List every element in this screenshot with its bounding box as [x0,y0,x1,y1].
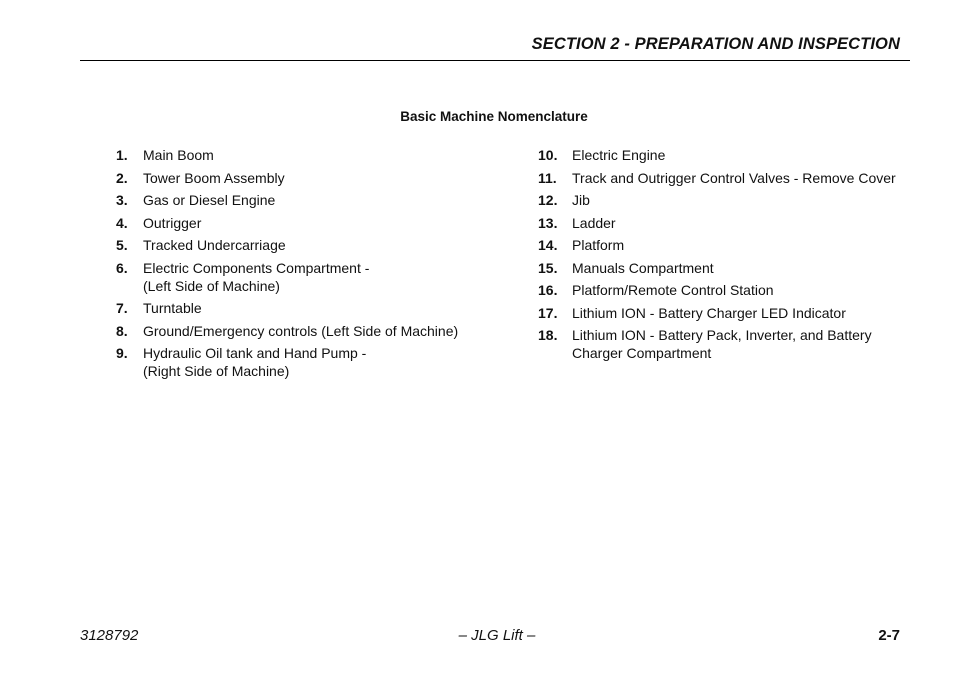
item-text: Jib [572,192,590,208]
item-text: Platform/Remote Control Station [572,282,774,298]
list-item [538,304,896,322]
figure-title: Basic Machine Nomenclature [400,109,588,124]
item-text: Lithium ION - Battery Pack, Inverter, and Battery Charger Compartment [572,327,872,361]
item-text: Track and Outrigger Control Valves - Remove Cover [572,169,896,186]
list-item [116,344,458,380]
item-number: 17. [538,304,558,321]
list-item [538,214,896,232]
item-number: 7. [116,300,128,316]
item-number: 9. [116,345,128,361]
list-item [538,259,896,277]
item-number: 18. [538,327,558,343]
item-number: 15. [538,259,558,276]
header-divider [80,60,910,61]
list-item [116,259,458,295]
item-text: Tracked Undercarriage [143,237,286,253]
item-number: 8. [116,322,128,339]
item-text: Outrigger [143,214,202,231]
item-text: Gas or Diesel Engine [143,192,276,208]
list-item [116,191,458,209]
item-text: Manuals Compartment [572,259,714,276]
item-number: 6. [116,259,128,276]
item-number: 16. [538,282,558,298]
item-number: 10. [538,147,558,163]
item-text: Ground/Emergency controls (Left Side of Machine) [143,322,459,339]
nomenclature-list-right [538,146,896,367]
footer-brand: – JLG Lift – [458,627,536,644]
section-title: SECTION 2 - PREPARATION AND INSPECTION [531,35,900,53]
item-text: Ladder [572,214,616,231]
item-text: Platform [572,237,625,253]
list-item [116,146,458,164]
page-number: 2-7 [878,627,900,644]
item-text: Electric Components Compartment - (Left Side of Machine) [143,259,370,294]
list-item [116,214,458,232]
item-number: 5. [116,237,128,253]
list-item [116,169,458,187]
nomenclature-list-left [116,146,458,385]
list-item [116,236,458,254]
item-text: Main Boom [143,147,214,163]
item-number: 2. [116,169,128,186]
item-number: 12. [538,192,558,208]
item-text: Lithium ION - Battery Charger LED Indicator [572,304,846,321]
item-text: Turntable [143,300,202,316]
item-number: 11. [538,169,557,186]
item-text: Hydraulic Oil tank and Hand Pump - (Right Side of Machine) [143,345,367,379]
item-text: Electric Engine [572,147,666,163]
list-item [116,299,458,317]
item-text: Tower Boom Assembly [143,169,285,186]
document-number: 3128792 [80,627,139,644]
item-number: 1. [116,147,128,163]
list-item [538,146,896,164]
list-item [538,169,896,187]
list-item [538,281,896,299]
list-item [116,322,458,340]
list-item [538,236,896,254]
list-item [538,326,896,362]
item-number: 14. [538,237,558,253]
item-number: 13. [538,214,558,231]
item-number: 4. [116,214,128,231]
item-number: 3. [116,192,128,208]
list-item [538,191,896,209]
